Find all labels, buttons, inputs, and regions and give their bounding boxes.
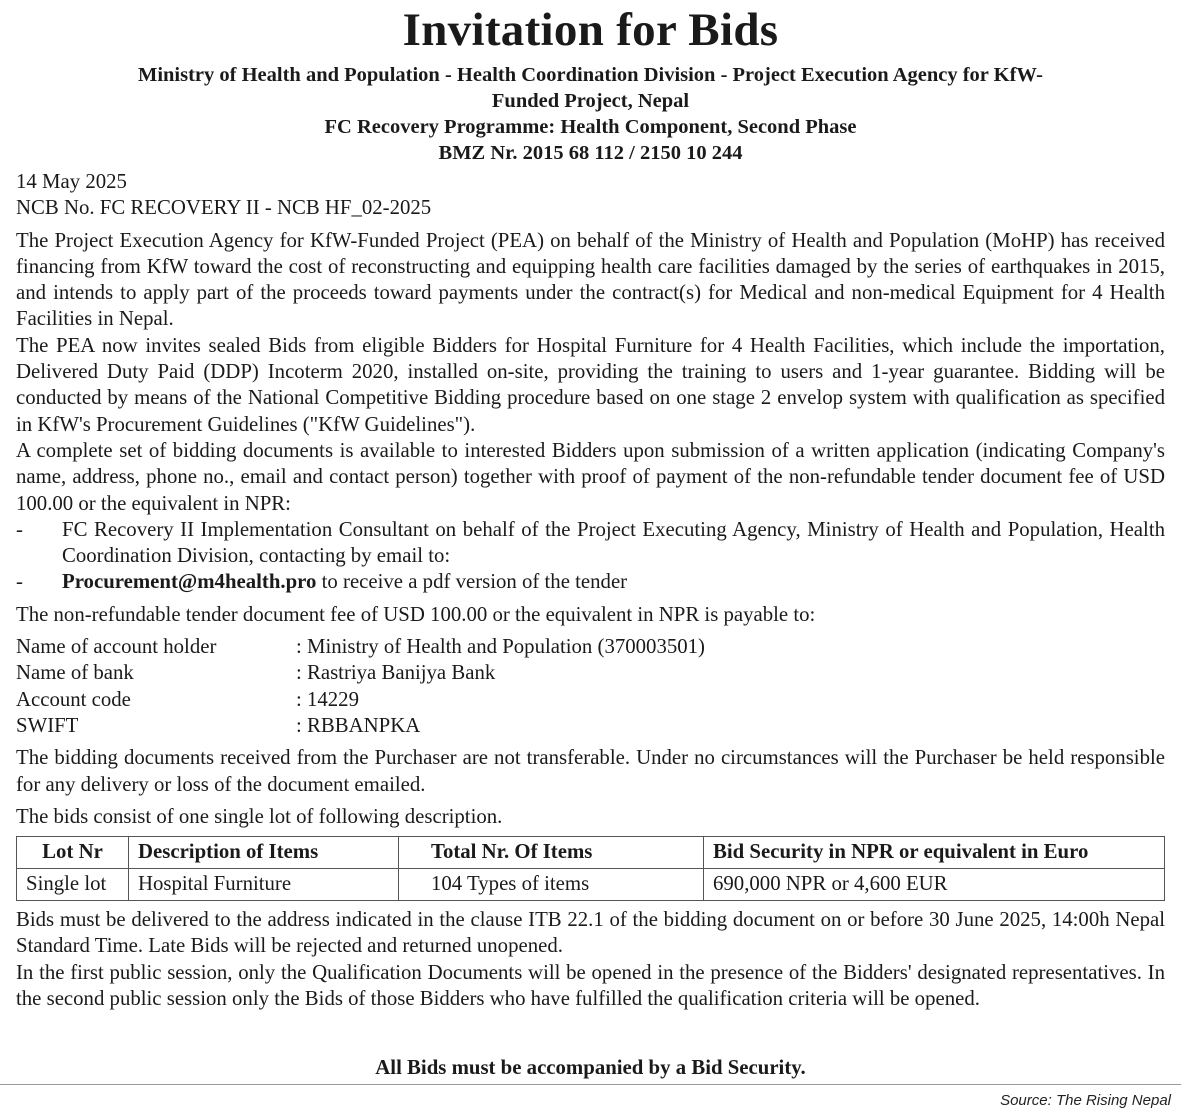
header-line-4: BMZ Nr. 2015 68 112 / 2150 10 244 <box>438 142 743 164</box>
notice-date: 14 May 2025 <box>16 170 127 193</box>
header-line-1: Ministry of Health and Population - Health Coordination Division - Project Execution Agency for KfW- <box>137 64 1043 86</box>
account-holder-value: : Ministry of Health and Population (370003501) <box>296 635 705 659</box>
account-code-row <box>16 687 1165 713</box>
swift-label: SWIFT <box>16 713 79 737</box>
account-holder-label: Name of account holder <box>16 635 217 659</box>
bank-name-label: Name of bank <box>16 661 134 685</box>
swift-value: : RBBANPKA <box>296 713 421 737</box>
paragraph-financing: The Project Execution Agency for KfW-Funded Project (PEA) on behalf of the Ministry of Health and Population (MoHP) has received financing from KfW toward the cost of reconstructing and equipping health care facilities damaged by the series of earthquakes in 2015, and intends to apply part of the proceeds toward payments under the contract(s) for Medical and non-medical Equipment for 4 Health Facilities in Nepal. <box>16 228 1165 331</box>
bullet-email-rest: to receive a pdf version of the tender <box>316 570 628 594</box>
paragraph-session: In the first public session, only the Qualification Documents will be opened in the presence of the Bidders' designated representatives. In the second public session only the Bids of those Bidders who have fulfilled the qualification criteria will be opened. <box>16 960 1165 1011</box>
header-line-2: Funded Project, Nepal <box>491 90 690 112</box>
swift-row <box>16 713 1165 739</box>
bid-security-note: All Bids must be accompanied by a Bid Security. <box>375 1056 806 1079</box>
bullet-consultant-text: FC Recovery II Implementation Consultant on behalf of the Project Executing Agency, Ministry of Health and Population, Health Coordination Division, contacting by email to: <box>62 517 1165 568</box>
bank-name-value: : Rastriya Banijya Bank <box>296 661 496 685</box>
paragraph-deadline: Bids must be delivered to the address indicated in the clause ITB 22.1 of the bidding document on or before 30 June 2025, 14:00h Nepal Standard Time. Late Bids will be rejected and returned unopened. <box>16 908 1165 958</box>
lot-nr-cell: Single lot <box>17 869 129 901</box>
lot-nr-header: Lot Nr <box>17 837 129 869</box>
total-items-header: Total Nr. Of Items <box>399 837 704 869</box>
total-items-cell: 104 Types of items <box>399 869 704 901</box>
bullet-dash: - <box>16 517 23 541</box>
paragraph-documents: A complete set of bidding documents is available to interested Bidders upon submission of a written application (indicating Company's name, address, phone no., email and contact person) together with proof of payment of the non-refundable tender document fee of USD 100.00 or the equivalent in NPR: <box>16 438 1165 515</box>
description-cell: Hospital Furniture <box>129 869 399 901</box>
account-code-label: Account code <box>16 687 131 711</box>
bullet-consultant <box>16 517 1165 570</box>
ncb-number: NCB No. FC RECOVERY II - NCB HF_02-2025 <box>16 196 432 220</box>
bank-name-row <box>16 660 1165 686</box>
lot-table <box>16 836 1165 901</box>
bullet-dash: - <box>16 570 23 594</box>
paragraph-invitation: The PEA now invites sealed Bids from eligible Bidders for Hospital Furniture for 4 Health Facilities, which include the importation, Delivered Duty Paid (DDP) Incoterm 2020, installed on-site, providing the training to users and 1-year guarantee. Bidding will be conducted by means of the National Competitive Bidding procedure based on one stage 2 envelop system with qualification as specified in KfW's Procurement Guidelines ("KfW Guidelines"). <box>16 333 1165 436</box>
footer-divider <box>0 1084 1181 1085</box>
fee-intro: The non-refundable tender document fee of USD 100.00 or the equivalent in NPR is payable to: <box>16 602 816 626</box>
lot-intro: The bids consist of one single lot of following description. <box>16 804 503 828</box>
account-holder-row <box>16 634 1165 660</box>
bullet-email-text <box>62 569 1165 595</box>
notice-title: Invitation for Bids <box>402 4 779 56</box>
paragraph-transfer: The bidding documents received from the Purchaser are not transferable. Under no circumstances will the Purchaser be held responsible for any delivery or loss of the document emailed. <box>16 746 1165 796</box>
bid-security-cell: 690,000 NPR or 4,600 EUR <box>704 869 1165 901</box>
header-line-3: FC Recovery Programme: Health Component, Second Phase <box>324 116 857 138</box>
lot-table-header-row <box>17 837 1165 869</box>
description-header: Description of Items <box>129 837 399 869</box>
procurement-email-link[interactable]: Procurement@m4health.pro <box>62 570 317 594</box>
notice-header <box>60 62 1121 166</box>
account-details <box>16 634 1165 739</box>
table-row <box>17 869 1165 901</box>
bid-security-header: Bid Security in NPR or equivalent in Euro <box>704 837 1165 869</box>
bullet-email <box>16 569 1165 595</box>
account-code-value: : 14229 <box>296 687 359 711</box>
source-credit: Source: The Rising Nepal <box>1000 1092 1171 1109</box>
notice-body <box>16 169 1165 1012</box>
